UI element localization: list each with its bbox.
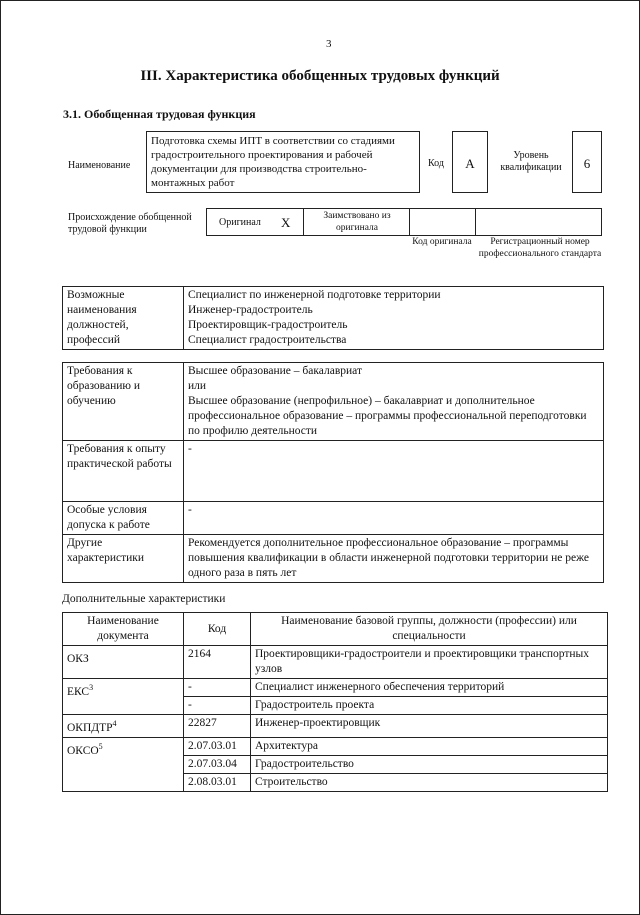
borrowed-label: Заимствовано из оригинала (323, 211, 391, 233)
table-row (63, 679, 608, 697)
divider (409, 209, 410, 235)
position-item: Инженер-градостроитель (188, 304, 313, 316)
positions-table (62, 286, 604, 350)
header-cell: Наименование базовой группы, должности (профессии) или специальности (251, 613, 608, 646)
additional-title: Дополнительные характеристики (62, 593, 226, 605)
requirements-table (62, 362, 604, 583)
code-cell: 2.07.03.04 (184, 755, 251, 773)
position-item: Специалист по инженерной подготовке территории (188, 289, 441, 301)
name-value: Подготовка схемы ИПТ в соответствии со стадиями градостроительного проектирования и рабочей документации для производства строительно-монтажных работ (146, 131, 420, 193)
table-row (63, 646, 608, 679)
doc-cell: ЕКС$^3$ (63, 679, 184, 715)
reg-number-caption: Регистрационный номер профессионального стандарта (478, 237, 602, 259)
code-cell: 2164 (184, 646, 251, 679)
name-cell: Строительство (251, 773, 608, 791)
original-label: Оригинал (219, 217, 261, 228)
positions-label: Возможные наименования должностей, профессий (63, 287, 184, 350)
requirement-value: - (184, 441, 604, 502)
code-value: А (452, 131, 488, 193)
code-cell: 22827 (184, 715, 251, 738)
name-cell: Градостроитель проекта (251, 697, 608, 715)
table-row (63, 715, 608, 738)
doc-cell: ОКЗ (63, 646, 184, 679)
level-label: Уровень квалификации (500, 150, 562, 173)
requirement-line: Высшее образование – бакалавриат (188, 365, 362, 377)
code-cell: - (184, 697, 251, 715)
code-label: Код (428, 158, 444, 169)
requirement-label: Особые условия допуска к работе (63, 502, 184, 535)
divider (475, 209, 476, 235)
name-label: Наименование (68, 160, 131, 171)
subsection-title: 3.1. Обобщенная трудовая функция (63, 107, 256, 121)
position-item: Проектировщик-градостроитель (188, 319, 348, 331)
name-cell: Инженер-проектировщик (251, 715, 608, 738)
requirement-label: Требования к образованию и обучению (63, 363, 184, 441)
code-cell: - (184, 679, 251, 697)
origin-box (206, 208, 602, 236)
requirement-line: или (188, 380, 207, 392)
name-cell: Градостроительство (251, 755, 608, 773)
additional-table (62, 612, 608, 792)
position-item: Специалист градостроительства (188, 334, 347, 346)
table-row (63, 737, 608, 755)
name-cell: Архитектура (251, 737, 608, 755)
doc-cell: ОКПДТР$^4$ (63, 715, 184, 738)
header-cell: Наименование документа (63, 613, 184, 646)
code-original-caption: Код оригинала (412, 237, 472, 247)
requirement-value: Рекомендуется дополнительное профессиональное образование – программы повышения квалификации в области инженерной подготовки территории не реже одного раза в пять лет (184, 535, 604, 583)
code-cell: 2.07.03.01 (184, 737, 251, 755)
requirement-label: Другие характеристики (63, 535, 184, 583)
page-number: 3 (326, 38, 332, 50)
requirement-value: - (184, 502, 604, 535)
origin-label: Происхождение обобщенной трудовой функции (68, 212, 192, 235)
requirement-line: Высшее образование (непрофильное) – бакалавриат и дополнительное профессиональное образование – программы профессиональной переподготовки по профилю деятельности (188, 395, 587, 437)
requirement-label: Требования к опыту практической работы (63, 441, 184, 502)
name-cell: Специалист инженерного обеспечения территорий (251, 679, 608, 697)
header-cell: Код (184, 613, 251, 646)
section-title: III. Характеристика обобщенных трудовых функций (140, 68, 500, 84)
name-cell: Проектировщики-градостроители и проектировщики транспортных узлов (251, 646, 608, 679)
code-cell: 2.08.03.01 (184, 773, 251, 791)
divider (303, 209, 304, 235)
doc-cell: ОКСО$^5$ (63, 737, 184, 791)
level-value: 6 (572, 131, 602, 193)
original-mark: X (281, 215, 291, 230)
